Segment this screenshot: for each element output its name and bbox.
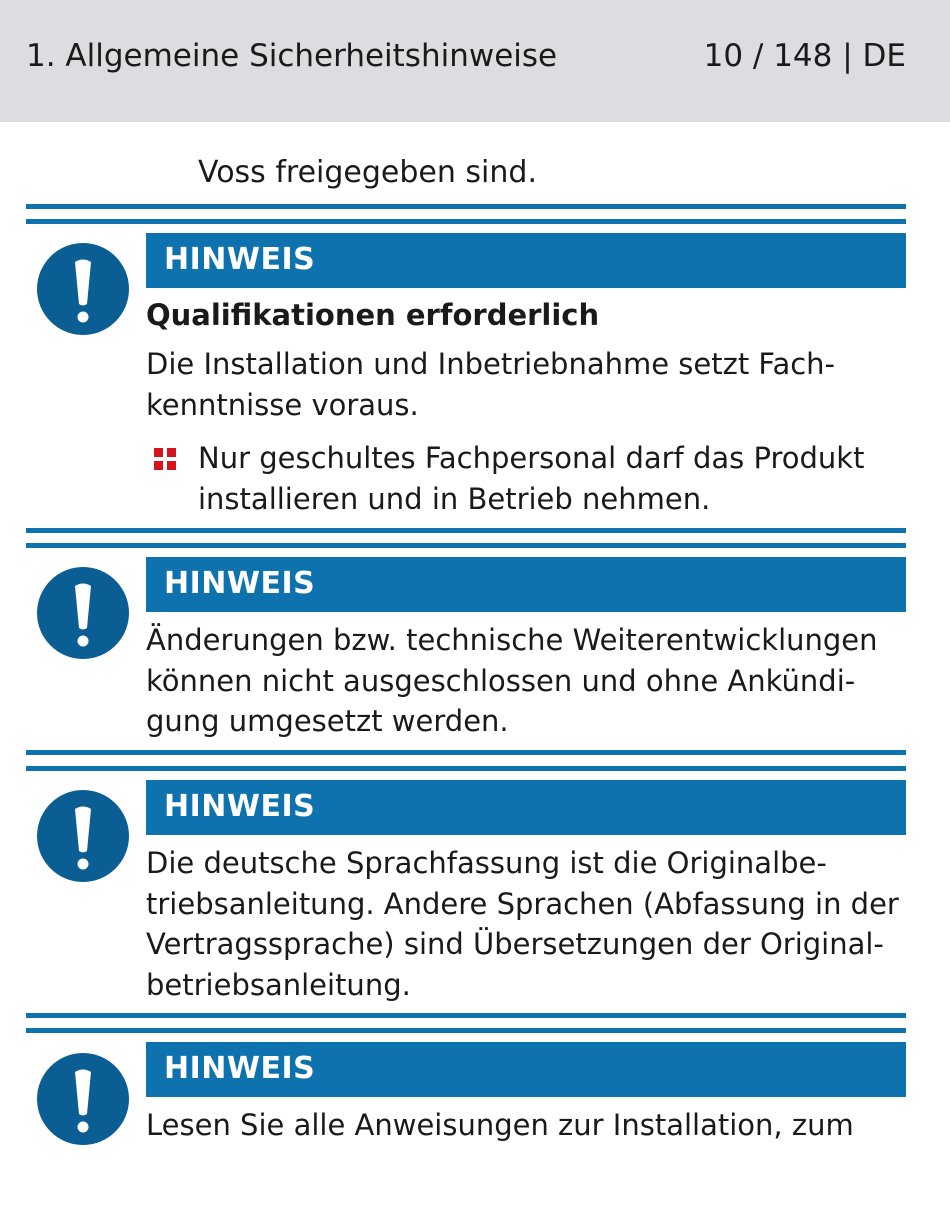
notice-text: [146, 1105, 906, 1146]
separator-rule: [26, 1028, 906, 1033]
red-square-bullet-icon: [154, 448, 176, 470]
text-line: Die deutsche Sprachfassung ist die Originalbe-: [146, 846, 827, 880]
text-line: gung umgesetzt werden.: [146, 704, 509, 738]
exclamation-icon: [36, 242, 130, 336]
separator-rule: [26, 1013, 906, 1018]
notice-banner: [146, 780, 906, 835]
page-header: [0, 0, 950, 122]
continued-text: Voss freigegeben sind.: [198, 155, 537, 190]
text-line: Nur geschultes Fachpersonal darf das Produkt: [198, 441, 865, 475]
notice-label: HINWEIS: [164, 789, 316, 824]
text-line: Vertragssprache) sind Übersetzungen der Original-: [146, 927, 884, 961]
notice-label: HINWEIS: [164, 242, 316, 277]
notice-banner: [146, 233, 906, 288]
text-line: können nicht ausgeschlossen und ohne Ankündi-: [146, 663, 856, 698]
text-line: installieren und in Betrieb nehmen.: [198, 481, 711, 516]
notice-banner: [146, 557, 906, 612]
text-line: kenntnisse voraus.: [146, 387, 419, 422]
separator-rule: [26, 543, 906, 548]
separator-rule: [26, 204, 906, 209]
exclamation-icon: [36, 1052, 130, 1146]
notice-label: HINWEIS: [164, 1051, 316, 1086]
exclamation-icon: [36, 789, 130, 883]
separator-rule: [26, 766, 906, 771]
notice-text: [146, 620, 906, 742]
text-line: betriebsanleitung.: [146, 967, 411, 1002]
section-title: 1. Allgemeine Sicherheitshinweise: [26, 38, 558, 74]
separator-rule: [26, 528, 906, 533]
separator-rule: [26, 750, 906, 755]
bullet-item: [198, 438, 908, 519]
page-number: 10 / 148 | DE: [703, 38, 906, 74]
exclamation-icon: [36, 566, 130, 660]
notice-text: [146, 344, 906, 425]
text-line: Änderungen bzw. technische Weiterentwicklungen: [146, 623, 878, 657]
text-line: Die Installation und Inbetriebnahme setzt Fach-: [146, 347, 836, 381]
separator-rule: [26, 219, 906, 224]
notice-label: HINWEIS: [164, 566, 316, 601]
notice-banner: [146, 1042, 906, 1097]
text-line: triebsanleitung. Andere Sprachen (Abfassung in der: [146, 886, 899, 921]
notice-text: [146, 843, 906, 1005]
text-line: Lesen Sie alle Anweisungen zur Installation, zum: [146, 1108, 854, 1142]
notice-subtitle: Qualifikationen erforderlich: [146, 298, 600, 332]
